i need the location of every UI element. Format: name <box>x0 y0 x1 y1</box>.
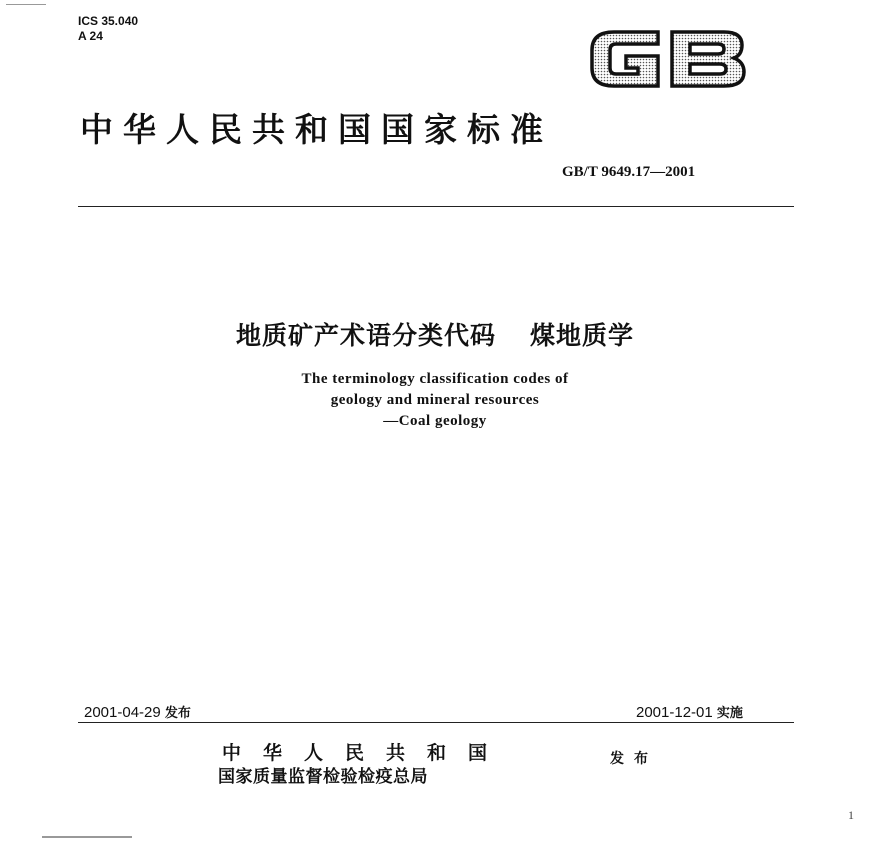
gb-logo-graphic <box>588 28 748 90</box>
category-code: A 24 <box>78 29 103 43</box>
issuer-line1: 中华人民共和国 <box>222 742 510 764</box>
issued-date: 2001-04-29 <box>84 704 161 721</box>
issued-date-block <box>84 702 191 721</box>
standard-number: GB/T 9649.17—2001 <box>562 164 696 180</box>
publish-label: 发布 <box>610 751 658 767</box>
document-title-cn-sub: 煤地质学 <box>530 321 635 350</box>
footer-divider <box>78 722 794 723</box>
document-title-en-line1: The terminology classification codes of <box>301 371 569 387</box>
document-title-en-line2: geology and mineral resources <box>330 392 540 408</box>
effective-date: 2001-12-01 <box>636 704 713 721</box>
scan-artifact <box>42 836 132 838</box>
document-title-cn <box>0 316 870 352</box>
document-title-cn-main: 地质矿产术语分类代码 <box>235 321 496 350</box>
ics-code: ICS 35.040 <box>78 14 139 28</box>
effective-date-block <box>636 702 743 721</box>
classification-codes <box>78 14 138 44</box>
header-divider <box>78 206 794 207</box>
issuer-line2: 国家质量监督检验检疫总局 <box>218 767 428 787</box>
scan-artifact <box>6 4 46 5</box>
page-number: 1 <box>848 808 854 822</box>
issued-label: 发布 <box>164 706 191 721</box>
effective-label: 实施 <box>716 706 743 721</box>
standard-title: 中华人民共和国国家标准 <box>80 110 553 149</box>
gb-logo <box>588 28 748 90</box>
document-title-en-line3: —Coal geology <box>383 413 487 429</box>
